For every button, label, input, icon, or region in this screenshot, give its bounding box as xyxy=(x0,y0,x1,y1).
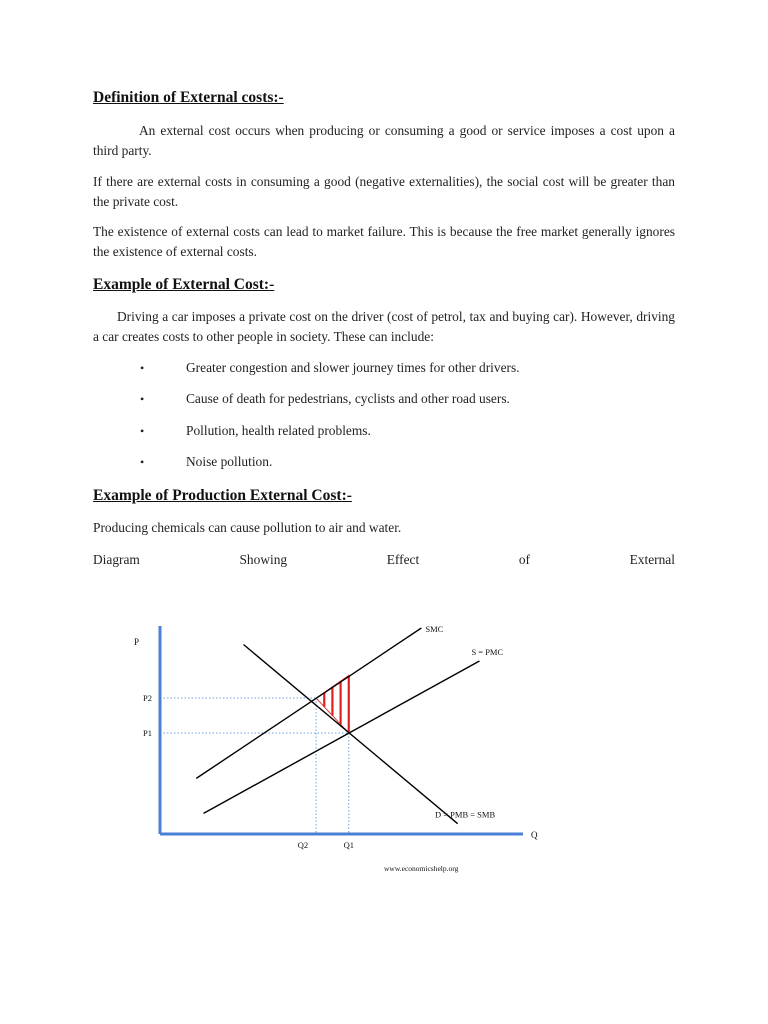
paragraph-production: Producing chemicals can cause pollution to air and water. xyxy=(93,520,402,535)
y-axis-label: P xyxy=(134,637,140,647)
curve-demand xyxy=(243,644,457,823)
list-item-text: Pollution, health related problems. xyxy=(186,423,371,438)
heading-definition: Definition of External costs:- xyxy=(93,89,284,106)
bullet-symbol: • xyxy=(140,424,145,438)
chart-svg xyxy=(118,608,558,890)
label-q1: Q1 xyxy=(343,840,354,850)
label-p1: P1 xyxy=(143,728,152,739)
bullet-symbol: • xyxy=(140,392,145,406)
list-item-text: Noise pollution. xyxy=(186,454,273,469)
x-axis-label: Q xyxy=(531,830,538,840)
bullet-symbol: • xyxy=(140,455,145,469)
diagram-caption xyxy=(93,551,675,569)
source-watermark: www.economicshelp.org xyxy=(384,864,459,873)
heading-example: Example of External Cost:- xyxy=(93,276,275,293)
caption-word: Showing xyxy=(239,552,288,567)
caption-word: External xyxy=(629,552,675,567)
label-p2: P2 xyxy=(143,693,152,704)
paragraph-definition-3: The existence of external costs can lead to market failure. This is because the free market generally ignores the existence of external costs. xyxy=(93,224,675,259)
list-item-text: Cause of death for pedestrians, cyclists and other road users. xyxy=(186,391,510,406)
list-item-text: Greater congestion and slower journey times for other drivers. xyxy=(186,360,520,375)
label-pmc: S = PMC xyxy=(471,646,504,657)
label-demand: D = PMB = SMB xyxy=(435,809,496,820)
paragraph-definition-2: If there are external costs in consuming a good (negative externalities), the social cost will be greater than the private cost. xyxy=(93,174,675,209)
paragraph-definition-1: An external cost occurs when producing or consuming a good or service imposes a cost upon a third party. xyxy=(93,123,675,158)
caption-word: Effect xyxy=(386,552,420,567)
caption-word: of xyxy=(518,552,530,567)
label-q2: Q2 xyxy=(297,840,309,850)
caption-word: Diagram xyxy=(93,552,140,567)
external-cost-diagram xyxy=(118,608,558,890)
paragraph-example: Driving a car imposes a private cost on the driver (cost of petrol, tax and buying car). However, driving a car creates costs to other people in society. These can include: xyxy=(93,309,675,344)
heading-production: Example of Production External Cost:- xyxy=(93,487,352,504)
bullet-symbol: • xyxy=(140,361,145,375)
label-smc: SMC xyxy=(425,624,444,634)
